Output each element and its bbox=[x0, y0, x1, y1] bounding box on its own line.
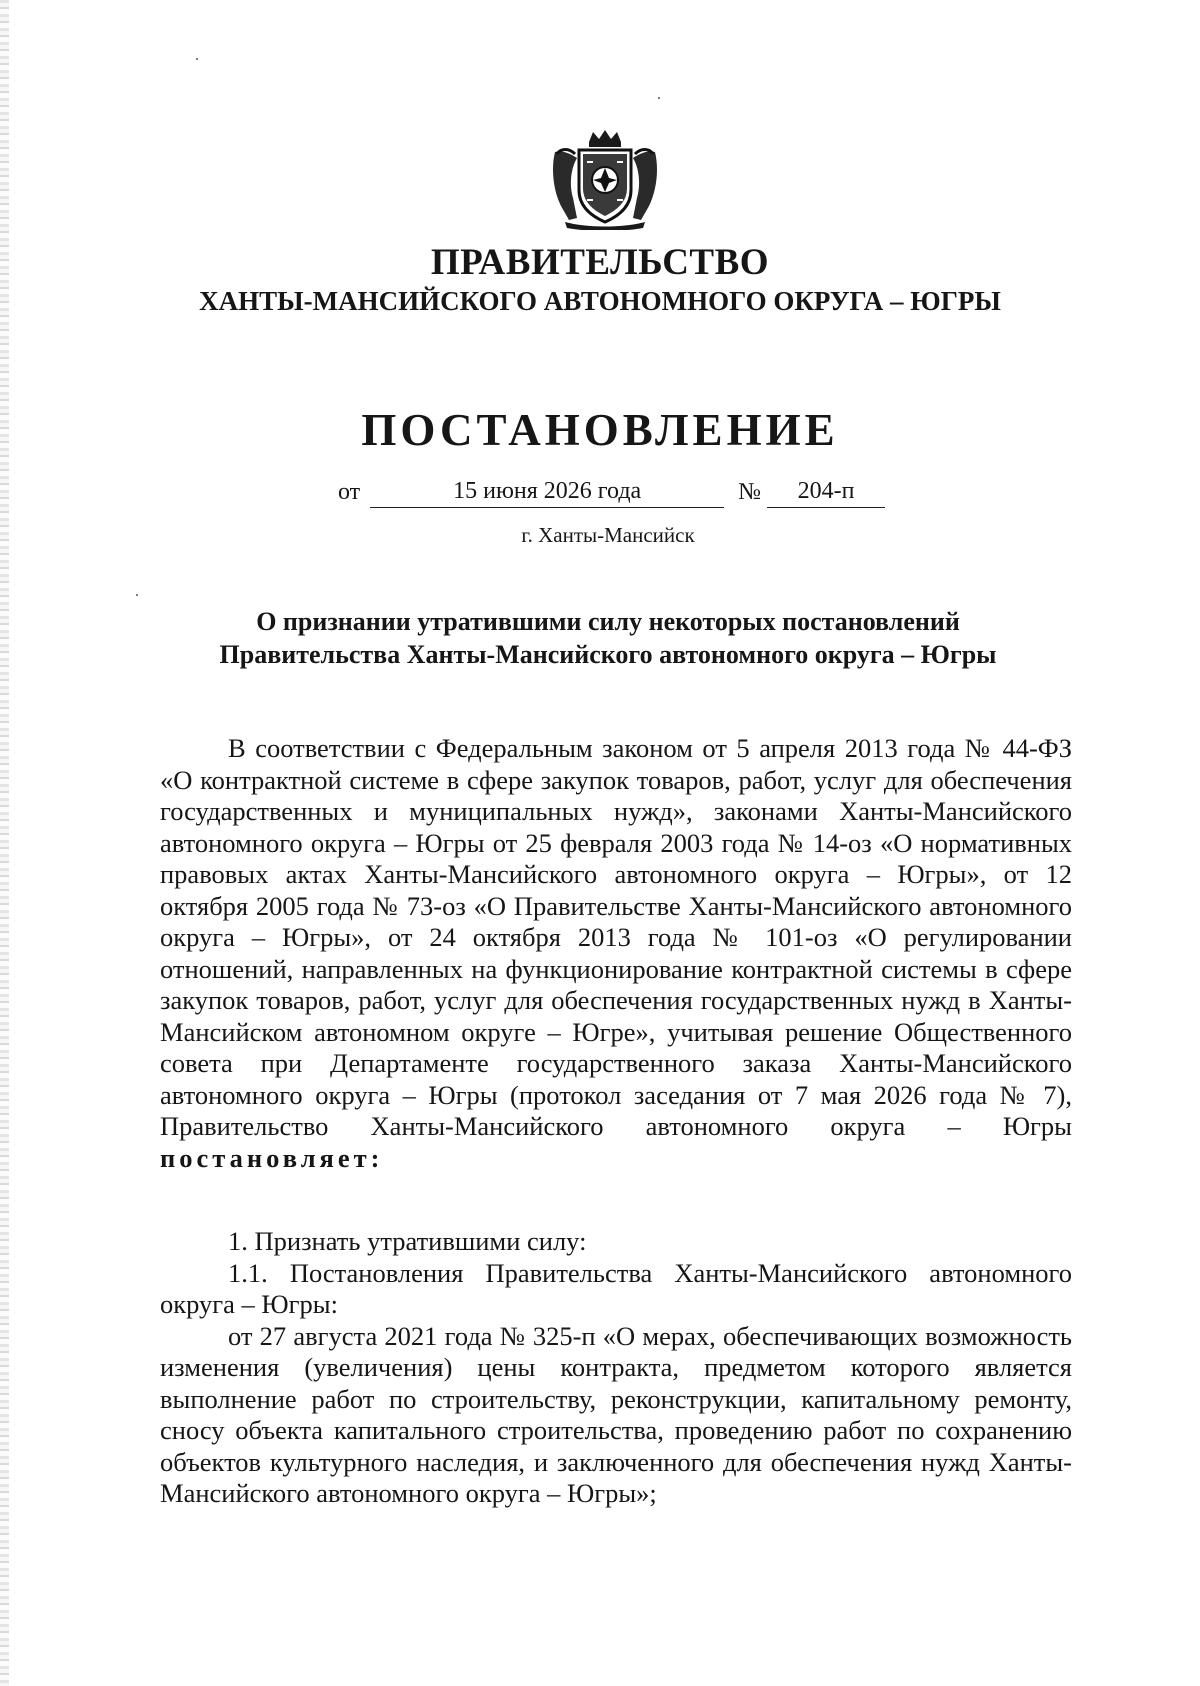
date-number-line bbox=[338, 475, 885, 507]
preamble-text: В соответствии с Федеральным законом от 5 апреля 2013 года № 44-ФЗ «О контрактной системе в сфере закупок товаров, работ, услуг для обеспечения государственных и муниципальных нужд», законами Ханты-Мансийского автономного округа – Югры от 25 февраля 2003 года № 14-оз «О нормативных правовых актах Ханты-Мансийского автономного округа – Югры», от 12 октября 2005 года № 73-оз «О Правительстве Ханты-Мансийского автономного округа – Югры», от 24 октября 2013 года № 101-оз «О регулировании отношений, направленных на функционирование контрактной системы в сфере закупок товаров, работ, услуг для обеспечения государственных нужд в Ханты-Мансийском автономном округе – Югре», учитывая решение Общественного совета при Департаменте государственного заказа Ханты-Мансийского автономного округа – Югры (протокол заседания от 7 мая 2026 года № 7), Правительство Ханты-Мансийского автономного округа – Югры bbox=[160, 733, 1072, 1141]
number-prefix: № bbox=[738, 479, 762, 505]
document-city: г. Ханты-Мансийск bbox=[521, 523, 695, 547]
item-1-1-a: от 27 августа 2021 года № 325-п «О мерах, обеспечивающих возможность изменения (увеличения) цены контракта, предметом которого является выполнение работ по строительству, реконструкции, капитальному ремонту, сносу объекта капитального строительства, проведению работ по сохранению объектов культурного наследия, и заключенного для обеспечения нужд Ханты-Мансийского автономного округа – Югры»; bbox=[160, 1320, 1072, 1508]
coat-of-arms-icon bbox=[547, 128, 663, 230]
resolution-items bbox=[160, 1226, 1072, 1510]
item-1: 1. Признать утратившими силу: bbox=[228, 1226, 587, 1256]
preamble-paragraph bbox=[160, 733, 1072, 1174]
document-type: ПОСТАНОВЛЕНИЕ bbox=[361, 405, 839, 455]
date-prefix: от bbox=[338, 479, 361, 505]
region-title: ХАНТЫ-МАНСИЙСКОГО АВТОНОМНОГО ОКРУГА – ЮГРЫ bbox=[199, 286, 1001, 316]
subject-line: О признании утратившими силу некоторых постановлений bbox=[256, 607, 960, 636]
scan-speck bbox=[658, 97, 660, 99]
subject-line: Правительства Ханты-Мансийского автономного округа – Югры bbox=[219, 640, 997, 669]
item-1-1: 1.1. Постановления Правительства Ханты-Мансийского автономного округа – Югры: bbox=[160, 1257, 1072, 1319]
resolves-word: постановляет: bbox=[160, 1142, 384, 1173]
scan-speck bbox=[196, 58, 198, 60]
government-title: ПРАВИТЕЛЬСТВО bbox=[430, 242, 770, 283]
document-number: 204-п bbox=[767, 475, 885, 508]
scan-speck bbox=[136, 594, 138, 596]
document-date: 15 июня 2026 года bbox=[370, 475, 724, 508]
document-subject bbox=[0, 605, 1200, 671]
preamble-block bbox=[160, 733, 1072, 1174]
